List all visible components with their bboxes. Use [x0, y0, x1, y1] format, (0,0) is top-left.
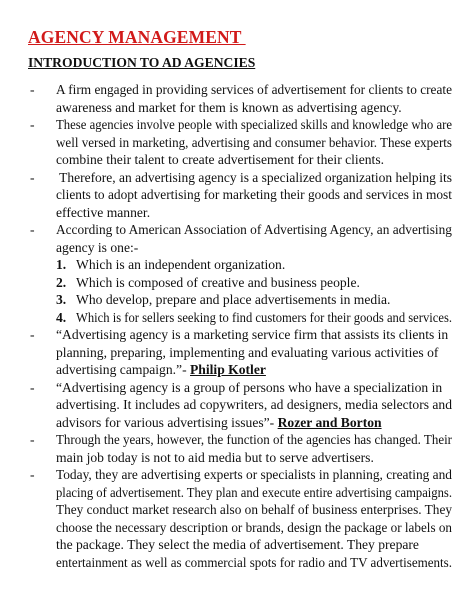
- paragraph-line: According to American Association of Advertising Agency, an advertising: [56, 222, 452, 237]
- paragraph-line: “Advertising agency is a group of persons who have a specialization in: [56, 379, 443, 395]
- document-title: AGENCY MANAGEMENT: [28, 27, 246, 47]
- paragraph-line: A firm engaged in providing services of advertisement for clients to create: [56, 82, 452, 97]
- paragraph-line: effective manner.: [56, 204, 151, 220]
- list-item: Which is for sellers seeking to find customers for their goods and services.: [76, 309, 452, 325]
- bullet-dash: -: [30, 432, 35, 447]
- section-heading: INTRODUCTION TO AD AGENCIES: [28, 55, 256, 70]
- list-number: 2.: [56, 274, 67, 290]
- paragraph-line: agency is one:-: [56, 239, 139, 255]
- bullet-dash: -: [30, 467, 35, 482]
- paragraph-line: awareness and market for them is known as advertising agency.: [56, 99, 402, 115]
- quote-text: advisors for various advertising issues”-: [56, 414, 278, 430]
- paragraph-line: They conduct market research also on behalf of business enterprises. They: [56, 502, 452, 517]
- paragraph-line: the package. They select the media of advertisement. They prepare: [56, 537, 419, 552]
- bullet-dash: -: [30, 222, 35, 237]
- quote-author: Philip Kotler: [190, 362, 266, 377]
- paragraph-line: Today, they are advertising experts or specialists in planning, creating and: [56, 467, 453, 482]
- list-item: Which is composed of creative and business people.: [76, 274, 360, 290]
- paragraph-line: entertainment as well as commercial spots for radio and TV advertisements.: [56, 554, 453, 570]
- list-item: Who develop, prepare and place advertisements in media.: [76, 292, 391, 307]
- paragraph-line: These agencies involve people with specialized skills and knowledge who are: [56, 117, 453, 132]
- paragraph-line: choose the necessary description or brands, design the package or labels on: [56, 519, 453, 535]
- paragraph-line: main job today is not to aid media but to serve advertisers.: [56, 449, 374, 465]
- paragraph-line: “Advertising agency is a marketing service firm that assists its clients in: [56, 327, 449, 342]
- paragraph-line: clients to adopt advertising for marketing their goods and services in most: [56, 187, 452, 202]
- list-number: 4.: [56, 309, 67, 325]
- bullet-dash: -: [30, 379, 35, 395]
- paragraph-line: placing of advertisement. They plan and execute entire advertising campaigns.: [56, 484, 452, 500]
- list-number: 3.: [56, 292, 67, 307]
- paragraph-line: [56, 414, 382, 432]
- paragraph-line: advertising. It includes ad copywriters, ad designers, media selectors and: [56, 397, 453, 412]
- quote-text: advertising campaign.”-: [56, 362, 190, 377]
- paragraph-line: combine their talent to create advertisement for their clients.: [56, 152, 385, 167]
- bullet-dash: -: [30, 117, 35, 132]
- paragraph-line: well versed in marketing, advertising and consumer behavior. These experts: [56, 134, 453, 150]
- paragraph-line: Through the years, however, the function of the agencies has changed. Their: [56, 432, 453, 447]
- quote-author: Rozer and Borton: [277, 414, 382, 430]
- paragraph-line: [56, 361, 266, 379]
- bullet-dash: -: [30, 82, 35, 97]
- paragraph-line: planning, preparing, implementing and evaluating various activities of: [56, 344, 439, 360]
- list-number: 1.: [56, 257, 67, 272]
- bullet-dash: -: [30, 169, 35, 185]
- paragraph-line: Therefore, an advertising agency is a specialized organization helping its: [56, 169, 453, 185]
- list-item: Which is an independent organization.: [76, 257, 286, 272]
- bullet-dash: -: [30, 327, 35, 342]
